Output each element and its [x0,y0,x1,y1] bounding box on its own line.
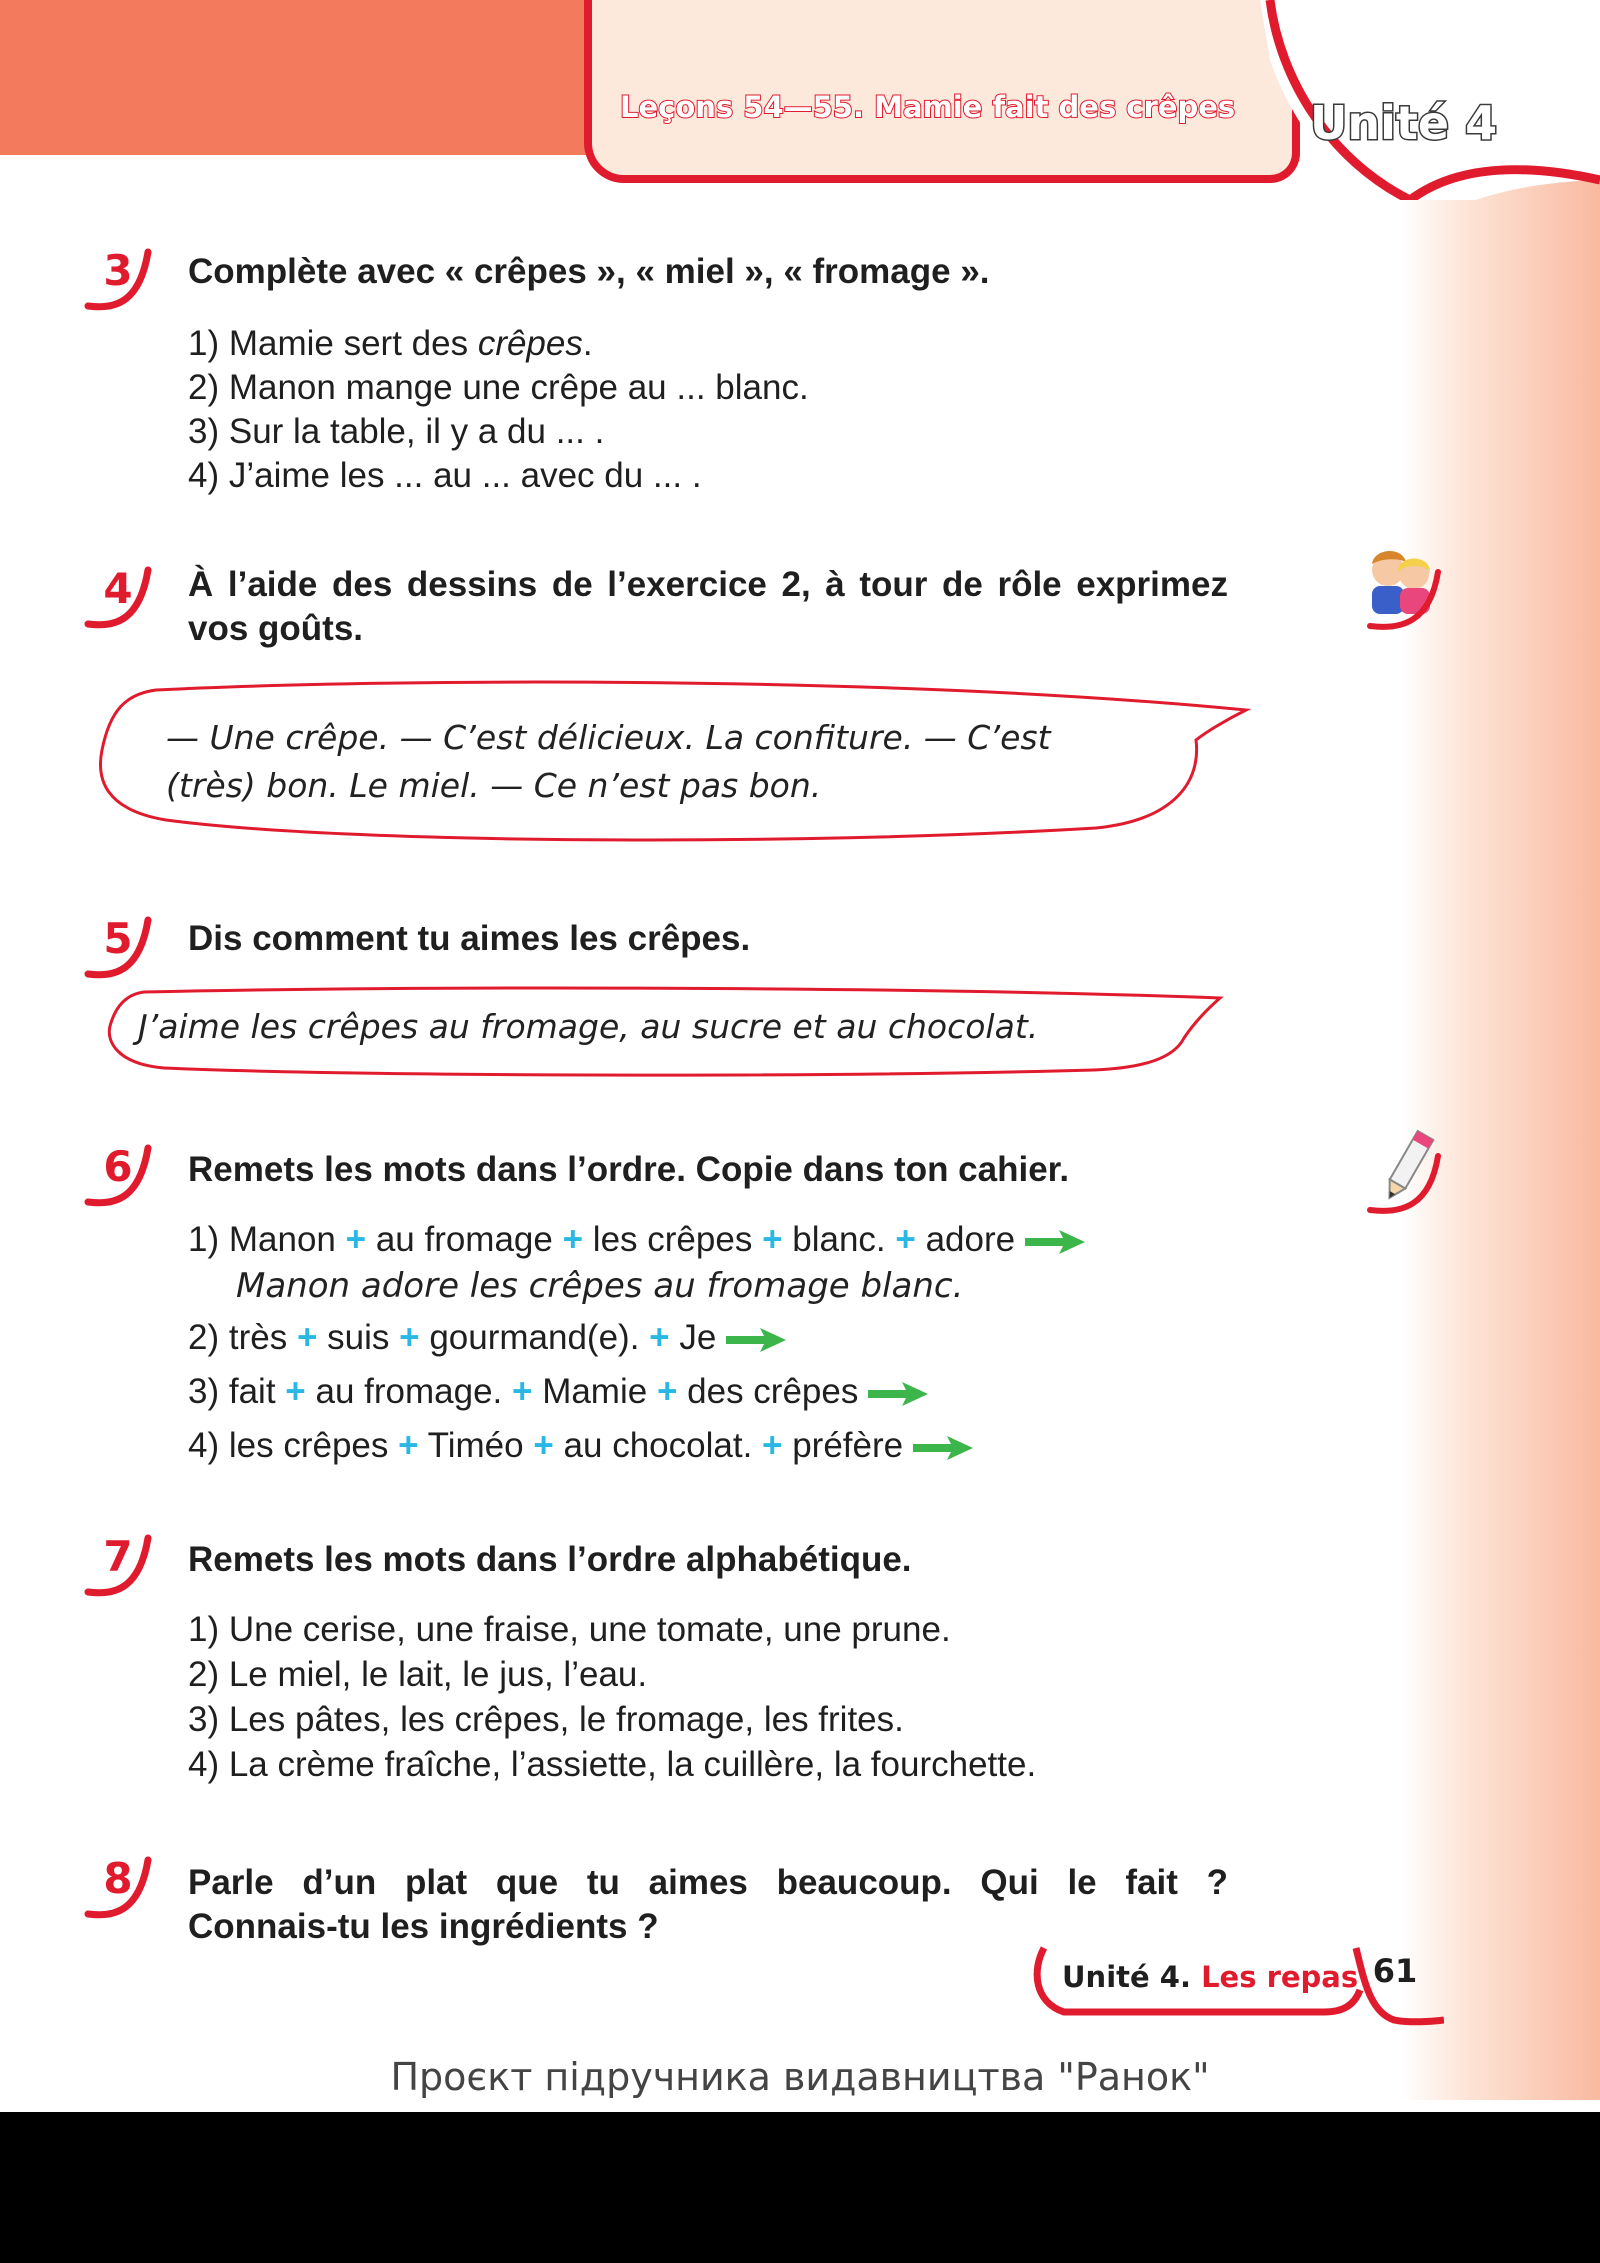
bottom-black-band [0,2112,1600,2263]
exercise-7-item-1: 1) Une cerise, une fraise, une tomate, une prune. [188,1610,951,1649]
page-number: 61 [1372,1952,1418,1990]
example-answer: crêpes [477,324,583,363]
exercise-6-item-2: 2) très + suis + gourmand(e). + Je [188,1316,788,1360]
exercise-7-item-4: 4) La crème fraîche, l’assiette, la cuillère, la fourchette. [188,1745,1037,1784]
exercise-6-item-3: 3) fait + au fromage. + Mamie + des crêpes [188,1370,930,1414]
plus-icon: + [285,1372,306,1411]
exercise-6-instruction: Remets les mots dans l’ordre. Copie dans ton cahier. [188,1150,1070,1189]
plus-icon: + [762,1426,783,1465]
arrow-right-icon [911,1434,975,1462]
exercise-6-item-1: 1) Manon + au fromage + les crêpes + blanc. + adore [188,1218,1087,1262]
plus-icon: + [656,1372,678,1411]
exercise-number-7: 7 [78,1530,158,1600]
exercise-3-item-2: 2) Manon mange une crêpe au ... blanc. [188,368,809,407]
plus-icon: + [533,1426,554,1465]
exercise-7-instruction: Remets les mots dans l’ordre alphabétique. [188,1540,912,1579]
lesson-title: Leçons 54—55. Mamie fait des crêpes [620,90,1236,124]
exercise-8-instruction-line-2: Connais-tu les ingrédients ? [188,1907,659,1946]
exercise-5-instruction: Dis comment tu aimes les crêpes. [188,919,751,958]
exercise-7-item-2: 2) Le miel, le lait, le jus, l’eau. [188,1655,648,1694]
plus-icon: + [512,1372,533,1411]
unit-label: Unité 4 [1310,96,1498,150]
exercise-6-example-answer: Manon adore les crêpes au fromage blanc. [236,1266,964,1306]
plus-icon: + [398,1426,419,1465]
plus-icon: + [562,1220,584,1259]
watermark: Проєкт підручника видавництва "Ранок" [390,2055,1210,2099]
speech-bubble-ex4-line-1: — Une crêpe. — C’est délicieux. La confiture. — C’est [166,718,1051,757]
plus-icon: + [399,1318,420,1357]
exercise-number-3: 3 [78,244,158,314]
pencil-icon [1362,1126,1448,1216]
arrow-right-icon [1023,1228,1087,1256]
exercise-6-item-4: 4) les crêpes + Timéo + au chocolat. + préfère [188,1424,975,1468]
footer-unit-label: Unité 4. Les repas [1062,1960,1359,1994]
exercise-3-item-1: 1) Mamie sert des crêpes. [188,324,593,363]
exercise-3-instruction: Complète avec « crêpes », « miel », « fromage ». [188,252,990,291]
exercise-8-instruction-line-1: Parle d’un plat que tu aimes beaucoup. Qui le fait ? [188,1863,1228,1902]
pair-work-icon [1362,542,1448,632]
exercise-number-4: 4 [78,562,158,632]
top-color-band [0,0,600,155]
arrow-right-icon [724,1326,788,1354]
exercise-number-8: 8 [78,1852,158,1922]
exercise-3-item-3: 3) Sur la table, il y a du ... . [188,412,605,451]
speech-bubble-ex5-text: J’aime les crêpes au fromage, au sucre et au chocolat. [138,1007,1039,1046]
exercise-number-6: 6 [78,1140,158,1210]
plus-icon: + [649,1318,670,1357]
exercise-7-item-3: 3) Les pâtes, les crêpes, le fromage, les frites. [188,1700,904,1739]
speech-bubble-ex4-line-2: (très) bon. Le miel. — Ce n’est pas bon. [166,766,822,805]
plus-icon: + [762,1220,783,1259]
side-gradient-margin [1400,0,1600,2100]
exercise-number-5: 5 [78,912,158,982]
plus-icon: + [296,1318,318,1357]
arrow-right-icon [866,1380,930,1408]
exercise-4-instruction: À l’aide des dessins de l’exercice 2, à tour de rôle exprimez vos goûts. [188,565,1228,648]
footer-section: Les repas [1201,1960,1359,1994]
plus-icon: + [895,1220,916,1259]
plus-icon: + [345,1220,367,1259]
exercise-3-item-4: 4) J’aime les ... au ... avec du ... . [188,456,702,495]
